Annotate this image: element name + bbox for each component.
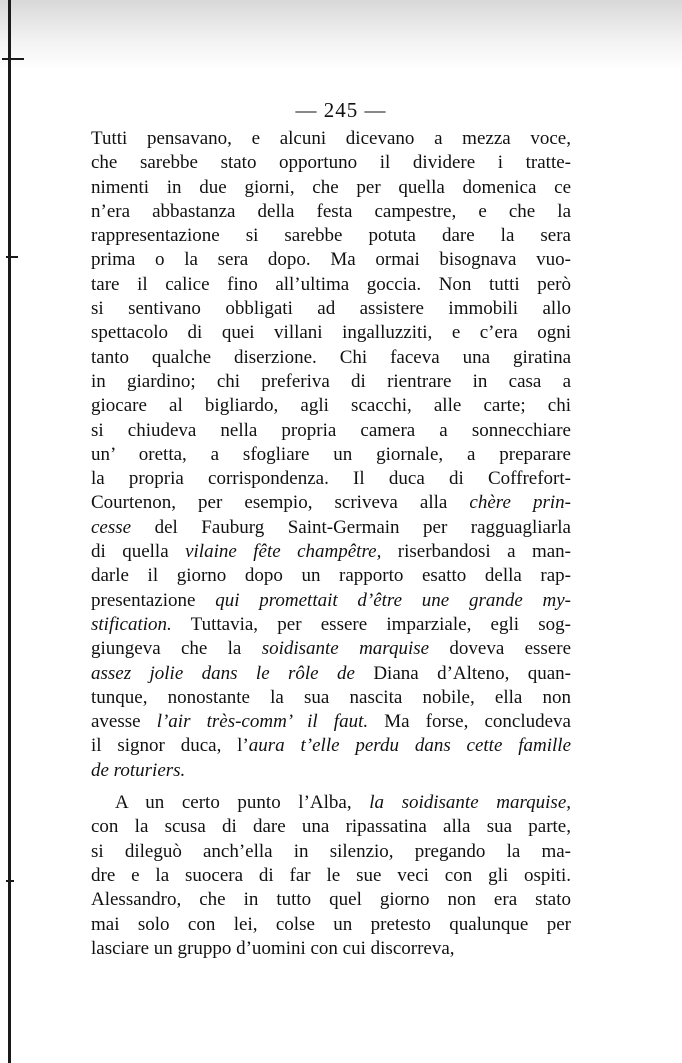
text-line [91,589,571,613]
text-line [91,346,571,370]
text-segment: Courtenon, per esempio, scriveva alla [91,492,470,514]
text-segment: riserbandosi a man- [381,541,572,563]
text-segment: rappresentazione si sarebbe potuta dare la sera [91,225,571,247]
text-line [91,491,571,515]
text-segment: mai solo con lei, colse un pretesto qualunque per [91,913,571,935]
text-line [91,370,571,394]
text-line [91,151,571,175]
italic-text: assez jolie dans le rôle de [91,662,355,684]
text-segment: la propria corrispondenza. Il duca di Coffrefort- [91,468,571,490]
text-segment: spettacolo di quei villani ingalluzziti, e c’era ogni [91,322,571,344]
text-segment: darle il giorno dopo un rapporto esatto della rap- [91,565,571,587]
text-segment: prima o la sera dopo. Ma ormai bisognava vuo- [91,249,571,271]
text-segment: n’era abbastanza della festa campestre, e che la [91,200,571,222]
text-line [91,662,571,686]
italic-text: vilaine fête champêtre, [185,541,382,563]
text-segment: con la scusa di dare una ripassatina alla sua parte, [91,816,571,838]
italic-text: la soidisante marquise, [369,792,571,814]
text-line [91,443,571,467]
italic-text: stification. [91,613,172,635]
italic-text: de roturiers. [91,759,186,781]
italic-text: cesse [91,516,132,538]
text-line [91,613,571,637]
italic-text: l’air très-comm’ il faut. [156,711,369,733]
text-segment: Diana d’Alteno, quan- [354,662,571,684]
text-line [91,840,571,864]
text-segment: di quella [91,541,186,563]
text-segment: un’ oretta, a sfogliare un giornale, a preparare [91,443,571,465]
text-line [91,200,571,224]
text-segment: il signor duca, l’ [91,735,249,757]
text-segment: Ma forse, concludeva [368,711,571,733]
text-segment: Alessandro, che in tutto quel giorno non era stato [91,889,571,911]
text-line [91,224,571,248]
text-line [91,273,571,297]
text-segment: lasciare un gruppo d’uomini con cui discorreva, [91,937,455,959]
italic-text: aura t’elle perdu dans cette famille [248,735,571,757]
text-line [91,297,571,321]
text-segment: avesse [91,711,157,733]
text-line [91,734,571,758]
text-line [91,637,571,661]
paragraph-gap [91,783,571,791]
text-line [91,467,571,491]
text-line [91,176,571,200]
text-line [91,686,571,710]
text-line [91,321,571,345]
text-line [91,815,571,839]
text-segment: si sentivano obbligati ad assistere immobili allo [91,298,571,320]
text-line [91,564,571,588]
text-line [91,937,571,961]
text-line [91,791,571,815]
text-segment: Tuttavia, per essere imparziale, egli sog- [171,613,571,635]
page-number: — 245 — [295,98,387,122]
text-segment: tare il calice fino all’ultima goccia. Non tutti però [91,273,571,295]
text-line [91,864,571,888]
binding-mark [6,256,18,258]
text-line [91,248,571,272]
binding-mark [2,58,24,60]
text-segment: doveva essere [429,638,572,660]
text-line [91,394,571,418]
text-segment: dre e la suocera di far le sue veci con gli ospiti. [91,864,571,886]
text-line [91,913,571,937]
text-segment: in giardino; chi preferiva di rientrare in casa a [91,370,571,392]
text-segment: giungeva che la [91,638,262,660]
text-line [91,127,571,151]
italic-text: soidisante marquise [261,638,430,660]
page-binding-edge [8,0,11,1063]
text-segment: A un certo punto l’Alba, [115,792,370,814]
binding-mark [6,880,14,882]
text-segment: giocare al bigliardo, agli scacchi, alle carte; chi [91,395,571,417]
text-segment: che sarebbe stato opportuno il dividere i tratte- [91,152,571,174]
text-segment: tunque, nonostante la sua nascita nobile, ella non [91,686,571,708]
text-line [91,710,571,734]
text-segment: presentazione [91,589,216,611]
text-line [91,516,571,540]
text-segment: nimenti in due giorni, che per quella domenica ce [91,176,571,198]
text-segment: del Fauburg Saint-Germain per ragguagliarla [131,516,571,538]
text-line [91,888,571,912]
text-segment: si dileguò anch’ella in silenzio, pregando la ma- [91,840,571,862]
italic-text: chère prin- [469,492,571,514]
italic-text: qui promettait d’être une grande my- [215,589,571,611]
text-segment: si chiudeva nella propria camera a sonnecchiare [91,419,571,441]
body-text [91,127,571,961]
text-line [91,540,571,564]
text-segment: tanto qualche diserzione. Chi faceva una giratina [91,346,571,368]
text-line [91,419,571,443]
text-segment: Tutti pensavano, e alcuni dicevano a mezza voce, [91,128,571,149]
text-line [91,759,571,783]
